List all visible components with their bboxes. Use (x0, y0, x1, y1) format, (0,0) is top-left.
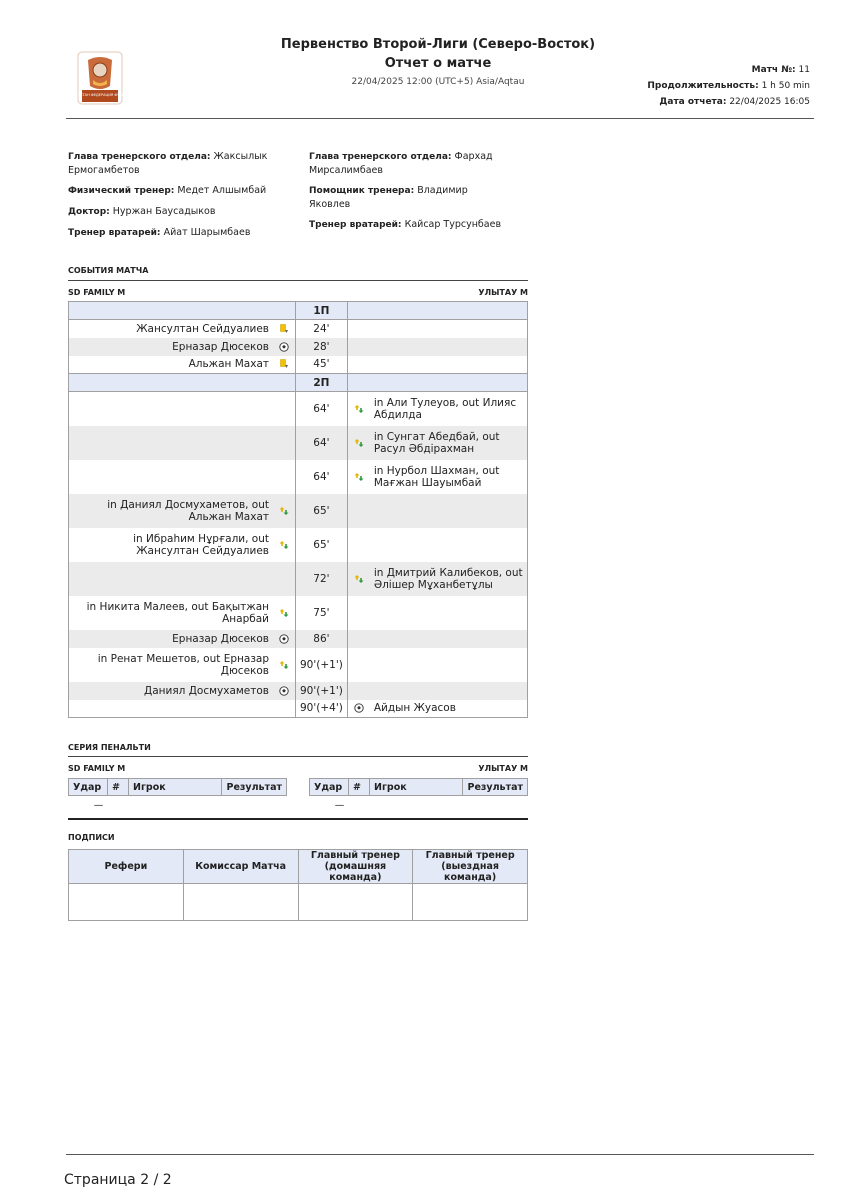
col-result: Результат (463, 779, 528, 796)
page-number: Страница 2 / 2 (64, 1172, 172, 1188)
staff-row: Глава тренерского отдела: Фархад Мирсалимбаев (309, 151, 493, 176)
event-row (69, 596, 528, 630)
substitution-icon (279, 540, 289, 550)
yellow-card-icon (279, 359, 289, 369)
col-result: Результат (222, 779, 287, 796)
event-row (69, 562, 528, 596)
event-away (370, 494, 528, 528)
event-time: 72' (296, 562, 348, 596)
col-player: Игрок (129, 779, 222, 796)
event-time: 24' (296, 320, 348, 338)
event-row (69, 648, 528, 682)
sign-referee-field[interactable] (69, 884, 184, 921)
event-row (69, 392, 528, 426)
yellow-card-icon (279, 324, 289, 334)
home-penalties-table (68, 778, 287, 815)
event-row (69, 494, 528, 528)
league-logo (68, 50, 132, 106)
staff-row: Тренер вратарей: Айат Шарымбаев (68, 227, 251, 238)
event-away: in Али Тулеуов, out Илияс Абдилда (370, 392, 528, 426)
event-away: Айдын Жуасов (370, 700, 528, 718)
event-row (69, 356, 528, 374)
substitution-icon (354, 574, 364, 584)
sign-home-coach-field[interactable] (298, 884, 413, 921)
event-away (370, 320, 528, 338)
sign-away-coach-field[interactable] (413, 884, 528, 921)
report-subtitle: Отчет о матче (384, 56, 492, 71)
period-label: 1П (296, 302, 348, 320)
event-time: 86' (296, 630, 348, 648)
event-row (69, 338, 528, 356)
substitution-icon (279, 660, 289, 670)
event-row (69, 528, 528, 562)
event-time: 90'(+1') (296, 648, 348, 682)
event-home: Альжан Махат (69, 356, 274, 374)
staff-row: Тренер вратарей: Кайсар Турсунбаев (309, 219, 502, 230)
event-home: in Никита Малеев, out Бақытжан Анарбай (69, 596, 274, 630)
event-away: in Дмитрий Калибеков, out Әлішер Мұханбетұлы (370, 562, 528, 596)
col-player: Игрок (370, 779, 463, 796)
away-staff (309, 150, 509, 239)
event-time: 90'(+1') (296, 682, 348, 700)
sign-away-coach-header: Главный тренер (выездная команда) (413, 850, 528, 884)
penalties-section-divider (68, 756, 528, 757)
substitution-icon (279, 608, 289, 618)
away-penalties-table (309, 778, 528, 815)
substitution-icon (354, 472, 364, 482)
events-section-title: СОБЫТИЯ МАТЧА (68, 266, 149, 275)
event-home (69, 460, 274, 494)
event-time: 64' (296, 392, 348, 426)
sign-commissioner-header: Комиссар Матча (183, 850, 298, 884)
events-table (68, 301, 528, 718)
event-time: 90'(+4') (296, 700, 348, 718)
event-home: in Ибраһим Нұрғали, out Жансултан Сейдуалиев (69, 528, 274, 562)
event-row (69, 700, 528, 718)
event-away (370, 648, 528, 682)
events-away-team: УЛЫТАУ M (478, 288, 528, 297)
events-home-team: SD FAMILY M (68, 288, 126, 297)
events-section-divider (68, 280, 528, 281)
duration-label: Продолжительность: (647, 81, 759, 91)
duration: 1 h 50 min (761, 81, 810, 91)
event-away (370, 630, 528, 648)
event-away (370, 338, 528, 356)
event-row (69, 682, 528, 700)
goal-ball-icon (279, 634, 289, 644)
substitution-icon (354, 438, 364, 448)
home-penalties-empty: — (93, 800, 104, 811)
event-time: 64' (296, 460, 348, 494)
event-home: in Ренат Мешетов, out Ерназар Дюсеков (69, 648, 274, 682)
away-penalties-empty: — (334, 800, 345, 811)
footer-divider (66, 1154, 814, 1155)
goal-ball-icon (279, 686, 289, 696)
event-time: 28' (296, 338, 348, 356)
event-home: Даниял Досмухаметов (69, 682, 274, 700)
staff-row: Доктор: Нуржан Баусадыков (68, 206, 216, 217)
col-number: # (108, 779, 129, 796)
col-kick: Удар (310, 779, 349, 796)
event-away (370, 682, 528, 700)
match-no: 11 (798, 65, 810, 75)
signatures-table (68, 849, 528, 921)
staff-row: Помощник тренера: Владимир Яковлев (309, 185, 468, 210)
report-date: 22/04/2025 16:05 (729, 97, 810, 107)
match-no-label: Матч №: (751, 65, 796, 75)
col-number: # (349, 779, 370, 796)
match-datetime: 22/04/2025 12:00 (UTC+5) Asia/Aqtau (351, 77, 525, 87)
penalties-section-title: СЕРИЯ ПЕНАЛЬТИ (68, 743, 151, 752)
period-label: 2П (296, 374, 348, 392)
period-header (69, 374, 528, 392)
event-away (370, 596, 528, 630)
event-home: Ерназар Дюсеков (69, 630, 274, 648)
sign-commissioner-field[interactable] (183, 884, 298, 921)
report-header (248, 36, 628, 87)
event-home: Ерназар Дюсеков (69, 338, 274, 356)
event-away: in Нурбол Шахман, out Мағжан Шауымбай (370, 460, 528, 494)
event-away (370, 356, 528, 374)
penalties-bottom-divider (68, 818, 528, 820)
sign-referee-header: Рефери (69, 850, 184, 884)
event-home (69, 426, 274, 460)
staff-row: Физический тренер: Медет Алшымбай (68, 185, 267, 196)
event-row (69, 630, 528, 648)
signatures-section-title: ПОДПИСИ (68, 833, 115, 842)
event-time: 65' (296, 528, 348, 562)
event-home (69, 562, 274, 596)
substitution-icon (279, 506, 289, 516)
event-time: 65' (296, 494, 348, 528)
event-time: 64' (296, 426, 348, 460)
match-meta (647, 62, 810, 110)
substitution-icon (354, 404, 364, 414)
sign-home-coach-header: Главный тренер (домашняя команда) (298, 850, 413, 884)
event-row (69, 460, 528, 494)
col-kick: Удар (69, 779, 108, 796)
home-staff (68, 150, 268, 247)
event-row (69, 426, 528, 460)
staff-row: Глава тренерского отдела: Жаксылык Ермогамбетов (68, 151, 268, 176)
event-home: in Даниял Досмухаметов, out Альжан Махат (69, 494, 274, 528)
event-row (69, 320, 528, 338)
event-home (69, 392, 274, 426)
penalties-away-team: УЛЫТАУ M (478, 764, 528, 773)
event-home: Жансултан Сейдуалиев (69, 320, 274, 338)
event-time: 45' (296, 356, 348, 374)
penalties-home-team: SD FAMILY M (68, 764, 126, 773)
goal-ball-icon (279, 342, 289, 352)
event-away (370, 528, 528, 562)
event-away: in Сунгат Абедбай, out Расул Әбдірахман (370, 426, 528, 460)
goal-ball-icon (354, 703, 364, 713)
event-time: 75' (296, 596, 348, 630)
event-home (69, 700, 274, 718)
header-divider (66, 118, 814, 119)
report-date-label: Дата отчета: (659, 97, 727, 107)
period-header (69, 302, 528, 320)
competition-title: Первенство Второй-Лиги (Северо-Восток) (280, 37, 596, 52)
logo-text: КАЗАХСТАН ФЕДЕРАЦИЯ ФУТБОЛА (68, 93, 132, 97)
